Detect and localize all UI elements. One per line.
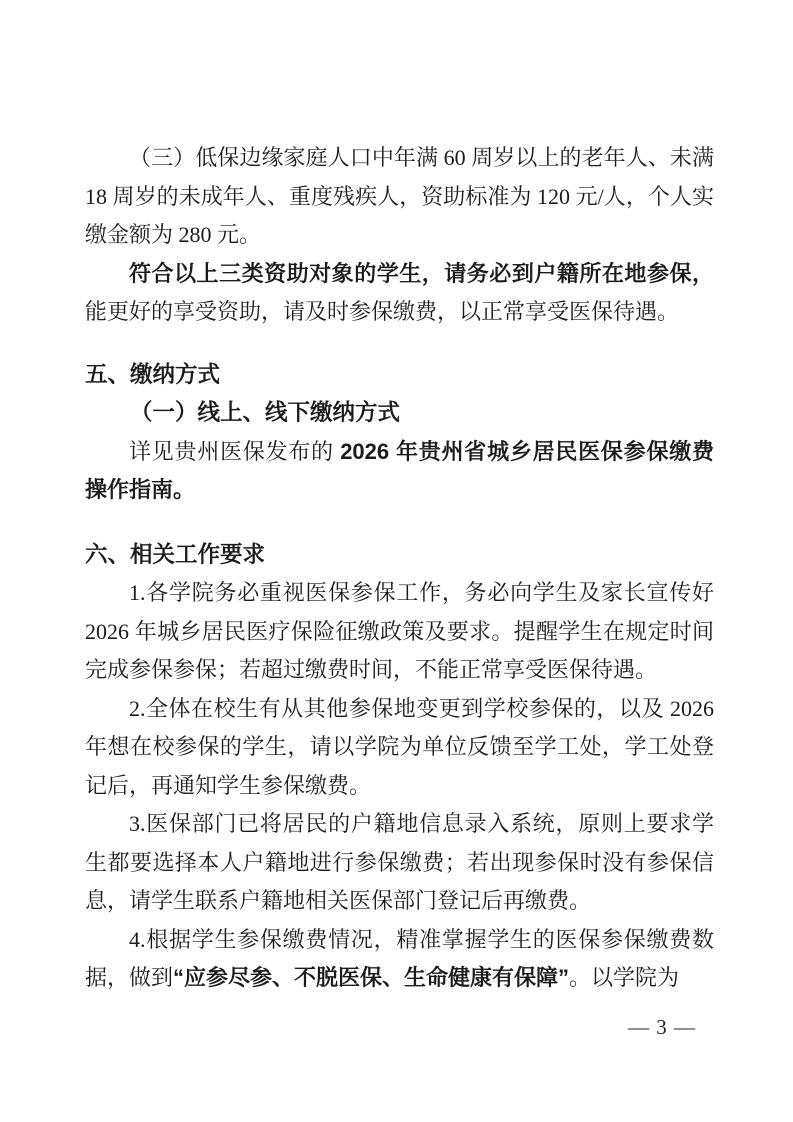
section-six-heading: 六、相关工作要求 — [85, 541, 266, 567]
section-five-heading: 五、缴纳方式 — [85, 361, 221, 387]
document-body — [85, 139, 714, 998]
paragraph-requirement-1: 1.各学院务必重视医保参保工作，务必向学生及家长宣传好 2026 年城乡居民医疗保险征缴政策及要求。提醒学生在规定时间完成参保参保；若超过缴费时间，不能正常享受医保待遇。 — [85, 580, 714, 682]
section-five-subheading: （一）线上、线下缴纳方式 — [130, 400, 401, 425]
page-number: — 3 — — [628, 1015, 696, 1039]
requirement4-normal-start: 4.根据学生参保缴费情况，精准掌握学生的医保参保缴费数据，做到 — [85, 926, 714, 990]
requirement4-bold-slogan: “应参尽参、不脱医保、生命健康有保障” — [173, 965, 570, 990]
guide-bold-text: 2026 年贵州省城乡居民医保参保缴费操作指南。 — [85, 438, 714, 502]
requirement4-normal-end: 。以学院为 — [569, 965, 680, 990]
paragraph-requirement-4 — [85, 921, 714, 998]
paragraph-enrollment-reminder — [85, 255, 714, 332]
paragraph-subsidy-category3: （三）低保边缘家庭人口中年满 60 周岁以上的老年人、未满 18 周岁的未成年人、重度残疾人，资助标准为 120 元/人，个人实缴金额为 280 元。 — [85, 145, 714, 247]
paragraph-payment-guide — [85, 433, 714, 510]
reminder-normal-text: 能更好的享受资助，请及时参保缴费，以正常享受医保待遇。 — [85, 299, 680, 324]
guide-normal-text: 详见贵州医保发布的 — [129, 438, 341, 464]
reminder-bold-text: 符合以上三类资助对象的学生，请务必到户籍所在地参保， — [129, 260, 714, 286]
paragraph-requirement-2: 2.全体在校生有从其他参保地变更到学校参保的，以及 2026 年想在校参保的学生，请以学院为单位反馈至学工处，学工处登记后，再通知学生参保缴费。 — [85, 695, 714, 798]
paragraph-requirement-3: 3.医保部门已将居民的户籍地信息录入系统，原则上要求学生都要选择本人户籍地进行参保缴费；若出现参保时没有参保信息，请学生联系户籍地相关医保部门登记后再缴费。 — [85, 811, 714, 913]
